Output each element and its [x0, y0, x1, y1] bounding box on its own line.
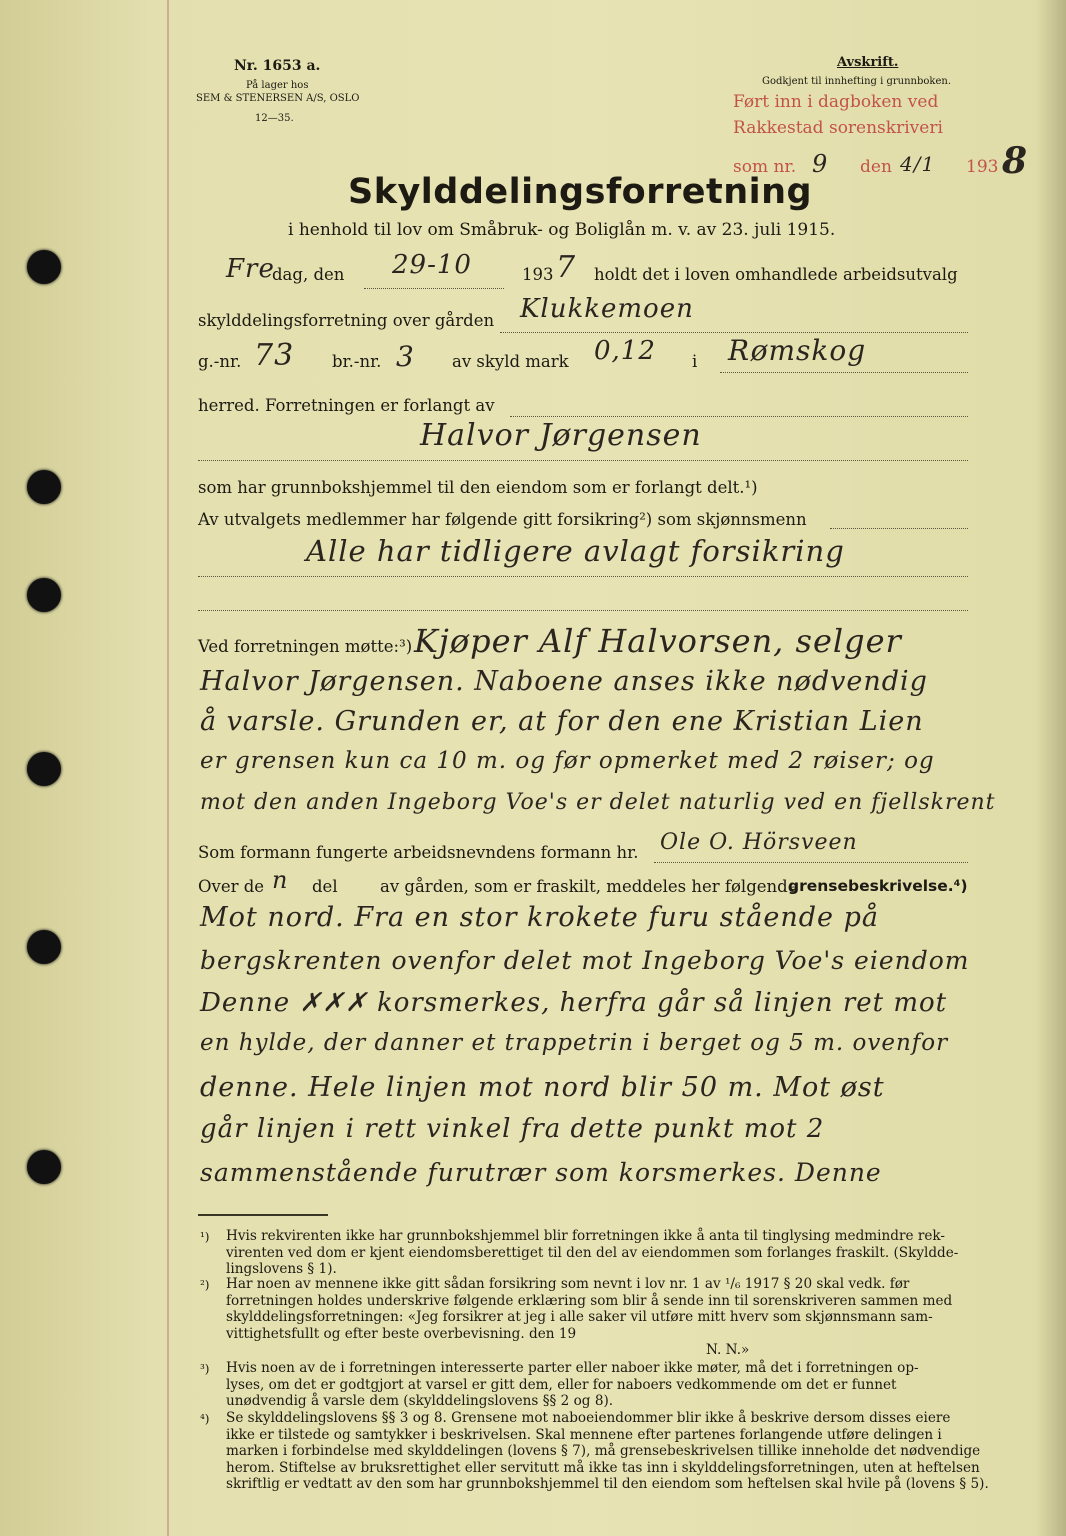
grense-line: bergskrenten ovenfor delet mot Ingeborg Voe's eiendom [200, 946, 970, 975]
grense-label: grensebeskrivelse.⁴) [788, 877, 968, 895]
footnote-number: ³) [200, 1362, 210, 1376]
members-text: Av utvalgets medlemmer har følgende gitt forsikring²) som skjønnsmenn [198, 510, 807, 529]
requester-name: Halvor Jørgensen [420, 418, 702, 453]
mote-line: mot den anden Ingeborg Voe's er delet naturlig ved en fjellskrent [200, 790, 996, 815]
over-rest: av gården, som er fraskilt, meddeles her følgende [380, 877, 798, 896]
gnr-label: g.-nr. [198, 352, 242, 371]
stamp-year-hand: 8 [1002, 140, 1029, 182]
members-hand: Alle har tidligere avlagt forsikring [306, 534, 845, 568]
dotted-line [500, 332, 968, 333]
dotted-line [198, 576, 968, 577]
stamp-year-prefix: 193 [966, 157, 999, 177]
mote-label: Ved forretningen møtte:³) [198, 637, 413, 656]
footnote-number: ¹) [200, 1230, 210, 1244]
registration-stamp-line1: Ført inn i dagboken ved [733, 92, 939, 112]
skyld-value: 0,12 [594, 336, 656, 366]
copy-label: Avskrift. [837, 55, 899, 70]
day-label: dag, den [272, 265, 345, 284]
dotted-line [830, 528, 968, 529]
footnote-line: herom. Stiftelse av bruksrettighet eller servitutt må ikke tas inn i skylddelingsforretningen, uten at heftelsen [226, 1459, 980, 1476]
grense-line: denne. Hele linjen mot nord blir 50 m. Mot øst [200, 1072, 885, 1103]
page-edge-shadow [1036, 0, 1066, 1536]
formann-name: Ole O. Hörsveen [660, 830, 858, 855]
punch-hole [27, 752, 61, 786]
punch-hole [27, 930, 61, 964]
dotted-line [510, 416, 968, 417]
grunnbok-text: som har grunnbokshjemmel til den eiendom som er forlangt delt.¹) [198, 478, 758, 497]
over-del: del [312, 877, 338, 896]
footnote-3 [226, 1360, 919, 1410]
stamp-som-nr-value: 9 [812, 150, 829, 178]
footnote-signature: N. N.» [706, 1342, 750, 1358]
footnote-line: skylddelingsforretningen: «Jeg forsikrer at jeg i alle saker vil utføre mitt hverv som skjønnsmann sam- [226, 1309, 933, 1325]
punch-hole [27, 250, 61, 284]
footnote-line: Hvis noen av de i forretningen interesserte parter eller naboer ikke møter, må det i forretningen op- [226, 1360, 919, 1376]
footnote-line: lingslovens § 1). [226, 1261, 337, 1277]
footnote-line: Har noen av mennene ikke gitt sådan forsikring som nevnt i lov nr. 1 av ¹/₆ 1917 § 20 skal vedk. før [226, 1276, 910, 1292]
municipality: Rømskog [728, 334, 867, 367]
footnote-4 [226, 1410, 989, 1493]
punch-hole [27, 1150, 61, 1184]
year-prefix: 193 [522, 265, 554, 284]
grense-line: Mot nord. Fra en stor krokete furu stående på [200, 902, 879, 933]
footnote-line: Se skylddelingslovens §§ 3 og 8. Grensene mot naboeiendommer blir ikke å beskrive dersom disses eiere [226, 1410, 951, 1426]
stamp-date-value: 4/1 [900, 152, 936, 176]
form-number: Nr. 1653 a. [234, 58, 321, 74]
footnote-line: ikke er tilstede og samtykker i beskrivelsen. Skal mennene efter partenes forlangende utføre delingen i [226, 1426, 942, 1443]
dotted-line [198, 460, 968, 461]
publisher-line: På lager hos [246, 80, 309, 91]
footnote-line: marken i forbindelse med skylddelingen (lovens § 7), må grensebeskrivelsen tillike inneholde det nødvendige [226, 1443, 981, 1459]
stamp-som-nr-label: som nr. [733, 157, 797, 177]
page-title: Skylddelingsforretning [348, 172, 813, 212]
dotted-line [654, 862, 968, 863]
footnote-line: skriftlig er vedtatt av den som har grunnbokshjemmel til den eiendom som heftelsen skal hvile på (lovens § 5). [226, 1476, 989, 1492]
footnote-number: ²) [200, 1278, 210, 1292]
grense-line: går linjen i rett vinkel fra dette punkt mot 2 [200, 1114, 825, 1144]
herred-text: herred. Forretningen er forlangt av [198, 396, 495, 415]
footnote-line: vittighetsfullt og efter beste overbevisning. den 19 [226, 1325, 577, 1342]
over-hand: n [272, 866, 289, 894]
formann-label: Som formann fungerte arbeidsnevndens formann hr. [198, 843, 639, 862]
grense-line: Denne ✗✗✗ korsmerkes, herfra går så linjen ret mot [200, 988, 948, 1018]
bnr-value: 3 [396, 340, 415, 373]
i-label: i [692, 352, 698, 371]
mote-line: er grensen kun ca 10 m. og før opmerket med 2 røiser; og [200, 748, 935, 774]
print-date: 12—35. [255, 113, 294, 124]
footnote-rule [198, 1214, 328, 1216]
year-hand: 7 [556, 250, 577, 285]
footnote-line: Hvis rekvirenten ikke har grunnbokshjemmel blir forretningen ikke å anta til tinglysing medmindre rek- [226, 1228, 945, 1244]
footnote-line: lyses, om det er godtgjort at varsel er gitt dem, eller for naboers vedkommende om det er funnet [226, 1376, 897, 1393]
over-prefix: Over de [198, 877, 265, 896]
margin-rule [167, 0, 169, 1536]
footnote-2 [226, 1276, 952, 1359]
publisher-name: SEM & STENERSEN A/S, OSLO [196, 93, 360, 104]
held-text: holdt det i loven omhandlede arbeidsutvalg [594, 265, 958, 284]
punch-hole [27, 470, 61, 504]
farm-name: Klukkemoen [520, 294, 694, 324]
footnote-line: unødvendig å varsle dem (skylddelingslovens §§ 2 og 8). [226, 1393, 614, 1409]
day-hand: Fre [226, 254, 275, 284]
stamp-den-label: den [860, 157, 892, 177]
bnr-label: br.-nr. [332, 352, 382, 371]
date-hand: 29-10 [392, 250, 472, 280]
page-subtitle: i henhold til lov om Småbruk- og Boliglån m. v. av 23. juli 1915. [288, 220, 836, 240]
registration-stamp-line2: Rakkestad sorenskriveri [733, 118, 943, 138]
punch-hole [27, 578, 61, 612]
dotted-line [364, 288, 504, 289]
mote-line: å varsle. Grunden er, at for den ene Kristian Lien [200, 706, 924, 737]
grense-line: sammenstående furutrær som korsmerkes. Denne [200, 1158, 882, 1187]
approval-note: Godkjent til innhefting i grunnboken. [762, 76, 951, 87]
grense-line: en hylde, der danner et trappetrin i berget og 5 m. ovenfor [200, 1030, 949, 1056]
mote-line: Halvor Jørgensen. Naboene anses ikke nødvendig [200, 666, 928, 697]
gnr-value: 73 [254, 338, 295, 373]
dotted-line [198, 610, 968, 611]
footnote-number: ⁴) [200, 1412, 210, 1426]
footnote-line: virenten ved dom er kjent eiendomsberettiget til den del av eiendommen som forlanges fraskilt. (Skyldde- [226, 1244, 959, 1261]
footnote-line: forretningen holdes underskrive følgende erklæring som blir å sende inn til sorenskriveren sammen med [226, 1292, 953, 1309]
dotted-line [720, 372, 968, 373]
mote-line: Kjøper Alf Halvorsen, selger [414, 622, 902, 660]
farm-label: skylddelingsforretning over gården [198, 311, 495, 330]
footnote-1 [226, 1228, 958, 1278]
skyld-label: av skyld mark [452, 352, 569, 371]
